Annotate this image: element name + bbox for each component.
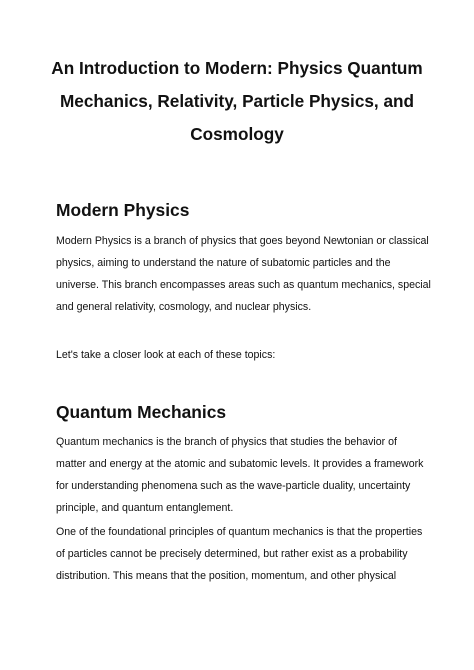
paragraph-line: for understanding phenomena such as the wave-particle duality, uncertainty: [56, 480, 411, 492]
paragraph-line: Modern Physics is a branch of physics that goes beyond Newtonian or classical: [56, 235, 429, 247]
paragraph-closer-look: [56, 344, 436, 366]
paragraph-line: of particles cannot be precisely determined, but rather exist as a probability: [56, 548, 408, 560]
paragraph-line: universe. This branch encompasses areas such as quantum mechanics, special: [56, 279, 431, 291]
section-heading-modern-physics: Modern Physics: [56, 200, 190, 220]
paragraph-modern-physics-intro: [56, 230, 436, 318]
paragraph-line: Let's take a closer look at each of these topics:: [56, 349, 276, 361]
title-line: Mechanics, Relativity, Particle Physics, and: [59, 91, 415, 111]
section-heading-quantum-mechanics: Quantum Mechanics: [56, 402, 227, 422]
paragraph-line: Quantum mechanics is the branch of physics that studies the behavior of: [56, 436, 397, 448]
paragraph-line: distribution. This means that the position, momentum, and other physical: [56, 570, 397, 582]
paragraph-line: principle, and quantum entanglement.: [56, 502, 234, 514]
title-line: An Introduction to Modern: Physics Quantum: [51, 58, 423, 78]
paragraph-line: and general relativity, cosmology, and nuclear physics.: [56, 301, 312, 313]
paragraph-quantum-intro: [56, 431, 436, 519]
paragraph-line: matter and energy at the atomic and subatomic levels. It provides a framework: [56, 458, 424, 470]
paragraph-quantum-principles: [56, 521, 436, 587]
document-title: [40, 52, 434, 151]
title-line: Cosmology: [190, 124, 284, 144]
paragraph-line: physics, aiming to understand the nature of subatomic particles and the: [56, 257, 391, 269]
paragraph-line: One of the foundational principles of quantum mechanics is that the properties: [56, 526, 423, 538]
